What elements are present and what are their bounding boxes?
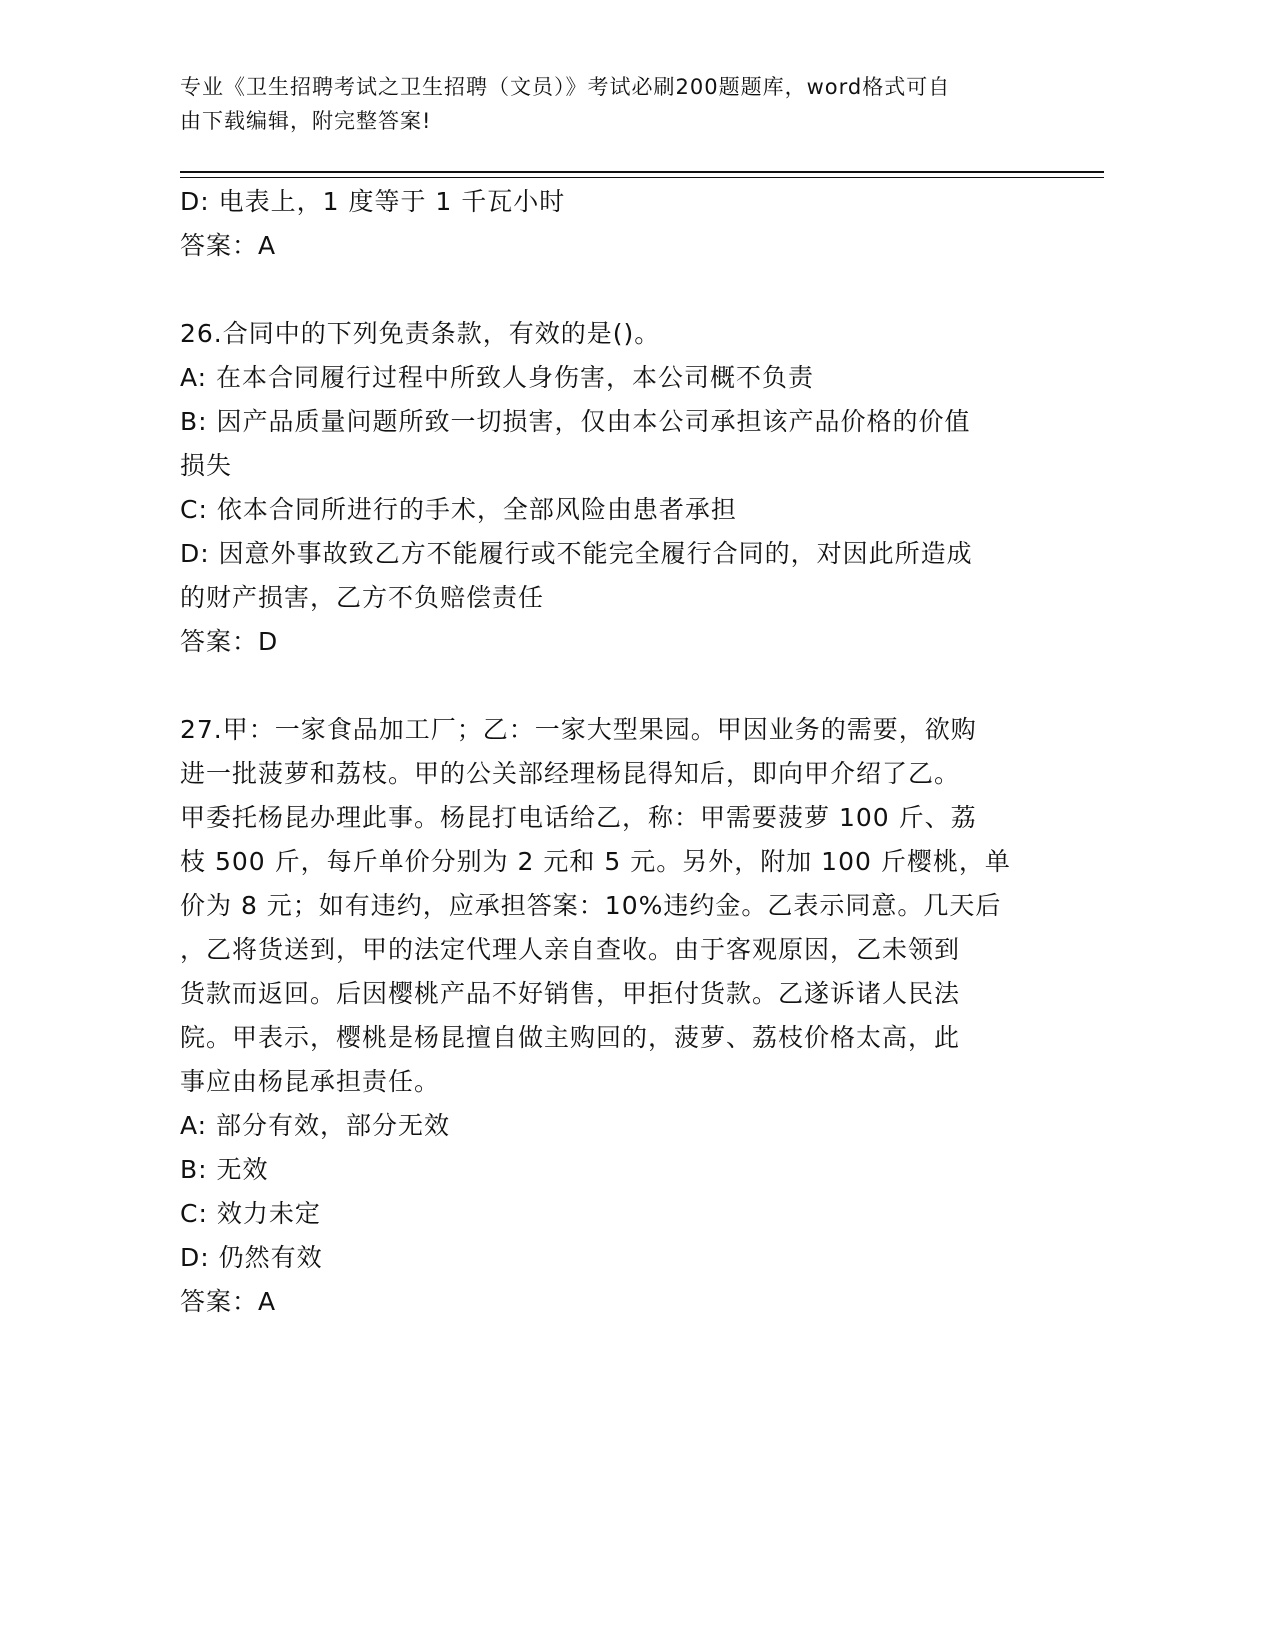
header-line-1: 专业《卫生招聘考试之卫生招聘（文员）》考试必刷200题题库，word格式可自 [180, 75, 951, 99]
q26-option-b-line-2: 损失 [180, 451, 233, 480]
q26-option-a: A: 在本合同履行过程中所致人身伤害，本公司概不负责 [180, 363, 815, 392]
q27-stem-line-8: 院。甲表示，樱桃是杨昆擅自做主购回的，菠萝、荔枝价格太高，此 [180, 1023, 961, 1052]
prev-option-d: D: 电表上，1 度等于 1 千瓦小时 [180, 187, 566, 216]
q27-stem-line-3: 甲委托杨昆办理此事。杨昆打电话给乙，称：甲需要菠萝 100 斤、荔 [180, 803, 977, 832]
question-26 [180, 312, 1040, 664]
document-header [180, 70, 1040, 138]
q27-stem-line-7: 货款而返回。后因樱桃产品不好销售，甲拒付货款。乙遂诉诸人民法 [180, 979, 961, 1008]
q27-stem-line-4: 枝 500 斤，每斤单价分别为 2 元和 5 元。另外，附加 100 斤樱桃，单 [180, 847, 1011, 876]
prev-answer: 答案：A [180, 231, 277, 260]
q26-option-d-line-1: D: 因意外事故致乙方不能履行或不能完全履行合同的，对因此所造成 [180, 539, 973, 568]
header-rule-thick [180, 171, 1104, 173]
header-rule-thin [180, 177, 1104, 178]
spacer [180, 268, 1040, 312]
q26-answer: 答案：D [180, 627, 279, 656]
q27-option-a: A: 部分有效，部分无效 [180, 1111, 451, 1140]
q26-option-c: C: 依本合同所进行的手术，全部风险由患者承担 [180, 495, 737, 524]
q27-stem-line-5: 价为 8 元；如有违约，应承担答案：10%违约金。乙表示同意。几天后 [180, 891, 1002, 920]
q27-answer: 答案：A [180, 1287, 277, 1316]
q27-stem-line-1: 27.甲：一家食品加工厂；乙：一家大型果园。甲因业务的需要，欲购 [180, 715, 977, 744]
q27-option-b: B: 无效 [180, 1155, 269, 1184]
spacer [180, 664, 1040, 708]
q27-stem-line-2: 进一批菠萝和荔枝。甲的公关部经理杨昆得知后，即向甲介绍了乙。 [180, 759, 961, 788]
header-line-2: 由下载编辑，附完整答案! [180, 109, 432, 133]
document-body [180, 180, 1040, 1324]
q26-stem: 26.合同中的下列免责条款，有效的是()。 [180, 319, 661, 348]
q26-option-b-line-1: B: 因产品质量问题所致一切损害，仅由本公司承担该产品价格的价值 [180, 407, 971, 436]
q27-stem-line-6: ，乙将货送到，甲的法定代理人亲自查收。由于客观原因，乙未领到 [180, 935, 961, 964]
question-27 [180, 708, 1040, 1324]
q27-stem-line-9: 事应由杨昆承担责任。 [180, 1067, 441, 1096]
q27-option-d: D: 仍然有效 [180, 1243, 323, 1272]
q27-option-c: C: 效力未定 [180, 1199, 321, 1228]
q26-option-d-line-2: 的财产损害，乙方不负赔偿责任 [180, 583, 545, 612]
